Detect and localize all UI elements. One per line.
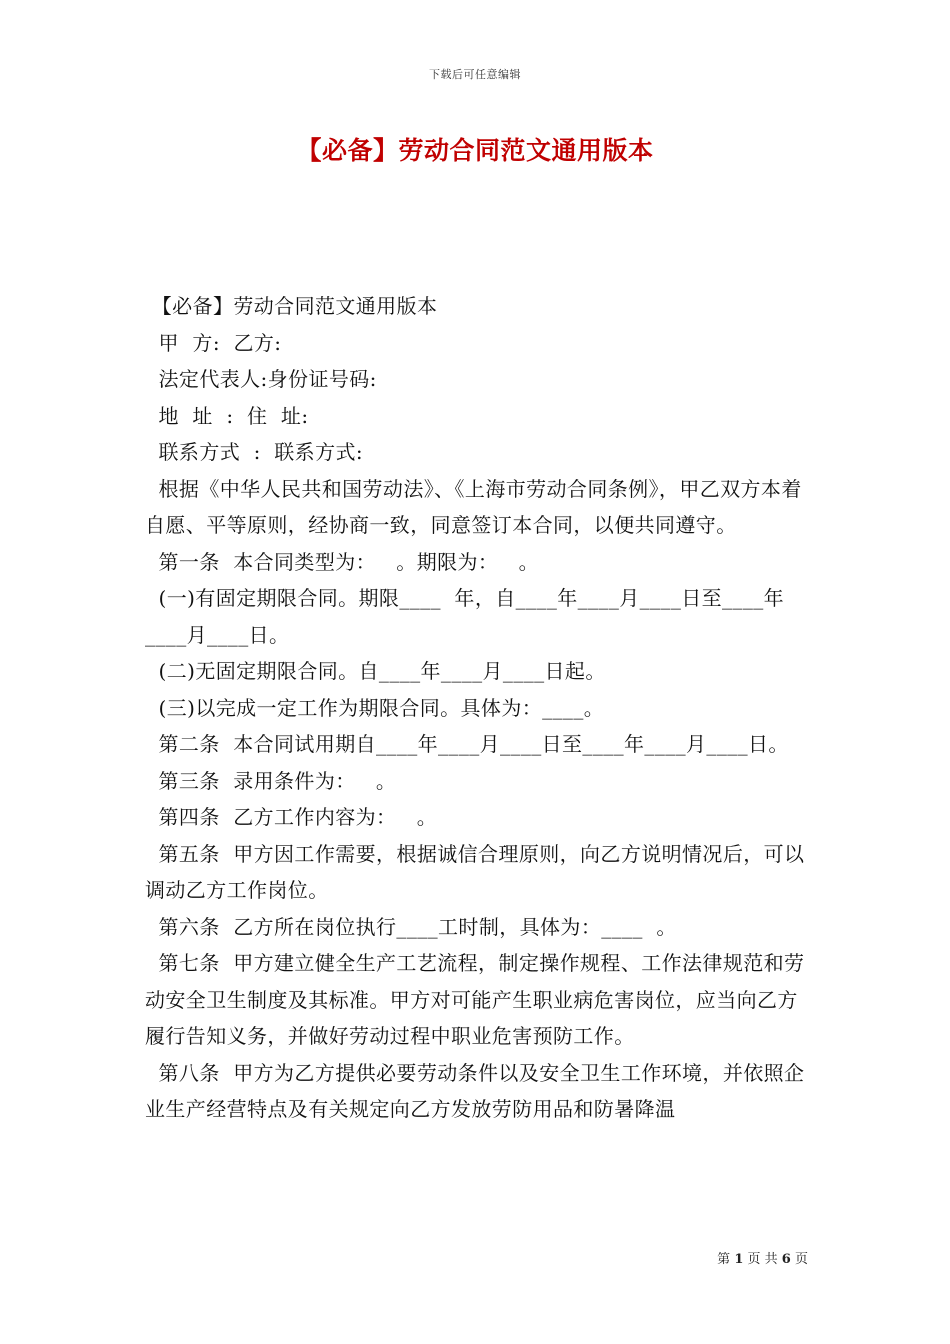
document-title: 【必备】劳动合同范文通用版本 — [296, 136, 654, 165]
page-footer — [717, 1248, 808, 1267]
paragraph: 第一条 本合同类型为： 。期限为： 。 — [145, 549, 539, 574]
footer-middle: 页 共 — [747, 1252, 778, 1267]
footer-prefix: 第 — [717, 1252, 731, 1267]
paragraph: 【必备】劳动合同范文通用版本 — [145, 294, 438, 318]
paragraph: (三)以完成一定工作为期限合同。具体为：____。 — [145, 695, 605, 720]
document-body — [145, 288, 810, 1128]
paragraph: 第七条 甲方建立健全生产工艺流程，制定操作规程、工作法律规范和劳动安全卫生制度及其标准。甲方对可能产生职业病危害岗位，应当向乙方履行告知义务，并做好劳动过程中职业危害预防工作。 — [145, 951, 805, 1048]
paragraph: 地 址 : 住 址: — [145, 403, 309, 428]
paragraph: 第八条 甲方为乙方提供必要劳动条件以及安全卫生工作环境，并依照企业生产经营特点及有关规定向乙方发放劳防用品和防暑降温 — [145, 1060, 805, 1121]
paragraph: (二)无固定期限合同。自____年____月____日起。 — [145, 659, 606, 683]
paragraph: 第四条 乙方工作内容为： 。 — [145, 805, 438, 829]
paragraph: 根据《中华人民共和国劳动法》、《上海市劳动合同条例》，甲乙双方本着自愿、平等原则，经协商一致，同意签订本合同，以便共同遵守。 — [145, 476, 802, 537]
current-page-number: 1 — [734, 1252, 744, 1267]
paragraph: 第二条 本合同试用期自____年____月____日至____年____月____日。 — [145, 732, 789, 756]
total-pages-number: 6 — [781, 1252, 791, 1267]
paragraph: 第三条 录用条件为： 。 — [145, 768, 397, 793]
footer-suffix: 页 — [794, 1252, 808, 1267]
paragraph: 第五条 甲方因工作需要，根据诚信合理原则，向乙方说明情况后，可以调动乙方工作岗位。 — [145, 841, 805, 902]
paragraph: 第六条 乙方所在岗位执行____工时制，具体为：____ 。 — [145, 914, 677, 939]
header-note: 下载后可任意编辑 — [429, 68, 521, 81]
paragraph: (一)有固定期限合同。期限____ 年，自____年____月____日至____年____月____日。 — [145, 586, 785, 647]
paragraph: 联系方式 : 联系方式: — [145, 440, 364, 464]
paragraph: 甲 方: 乙方: — [145, 330, 282, 355]
paragraph: 法定代表人:身份证号码: — [145, 367, 377, 391]
